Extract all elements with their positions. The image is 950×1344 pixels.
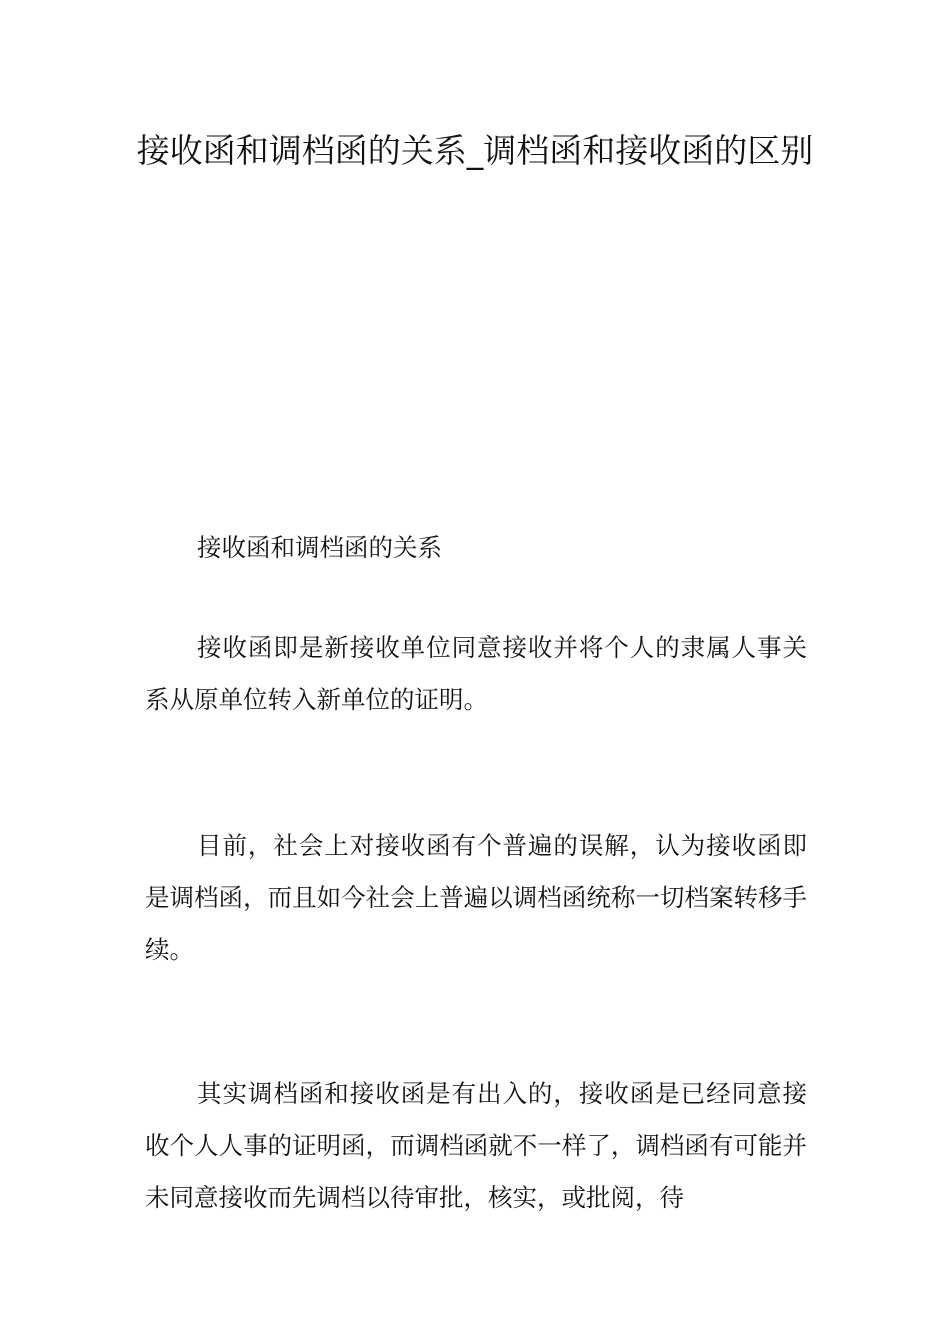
paragraph: 接收函即是新接收单位同意接收并将个人的隶属人事关系从原单位转入新单位的证明。 [145, 633, 807, 714]
document-title: 接收函和调档函的关系_调档函和接收函的区别 [136, 131, 814, 170]
section-heading: 接收函和调档函的关系 [197, 533, 442, 562]
paragraph: 目前，社会上对接收函有个普遍的误解，认为接收函即是调档函，而且如今社会上普遍以调档函统称一切档案转移手续。 [145, 831, 807, 964]
paragraph: 其实调档函和接收函是有出入的，接收函是已经同意接收个人人事的证明函，而调档函就不一样了，调档函有可能并未同意接收而先调档以待审批，核实，或批阅，待 [145, 1079, 807, 1212]
